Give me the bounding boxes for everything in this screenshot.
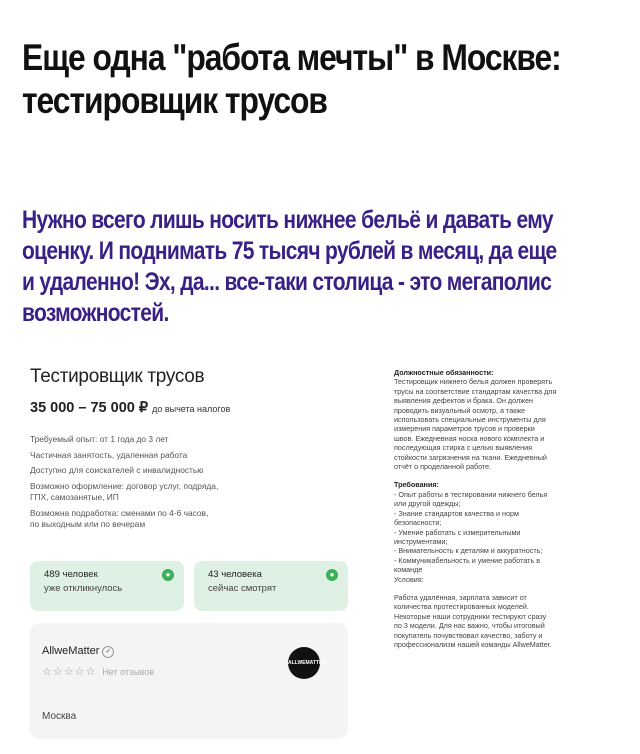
subheadline [22, 205, 610, 329]
detail-parttime: Возможна подработка: сменами по 4-6 часов, [30, 507, 209, 518]
duty-line: проводить визуальный осмотр, а также [394, 405, 526, 415]
requirement-line: или другой одежды; [394, 499, 461, 509]
condition-line: количества протестированных моделей. [394, 602, 529, 612]
requirement-line: - Коммуникабельность и умение работать в [394, 555, 541, 565]
responses-count: 489 человек [44, 568, 98, 580]
requirement-line: безопасности; [394, 518, 442, 528]
headline-line: Еще одна "работа мечты" в Москве: [22, 37, 561, 78]
duty-line: Тестировщик нижнего белья должен проверять [394, 377, 553, 387]
duty-line: швов. Ежедневная носка нового комплекта и [394, 433, 545, 443]
employer-city: Москва [42, 710, 77, 722]
employer-logo: ALLWEMATTER [288, 647, 320, 679]
viewers-count: 43 человека [208, 568, 262, 580]
requirement-line: - Внимательность к деталям и аккуратность; [394, 546, 543, 556]
requirement-line: - Умение работать с измерительными [394, 527, 521, 537]
detail-employment: Частичная занятость, удаленная работа [30, 449, 188, 460]
employer-name[interactable]: AllweMatter [42, 644, 100, 657]
duty-line: использовать специальные инструменты для [394, 415, 546, 425]
requirements-title: Требования: [394, 480, 439, 490]
subheadline-line: возможностей. [22, 299, 169, 327]
person-icon: ● [162, 569, 174, 581]
salary [30, 400, 348, 416]
requirement-line: - Знание стандартов качества и норм [394, 508, 519, 518]
condition-line: по 3 модели. Для нас важно, чтобы итоговый [394, 621, 545, 631]
employer-name-row[interactable] [42, 645, 114, 658]
duty-line: стойкости загрязнения на ткани. Ежедневный [394, 452, 547, 462]
detail-contract-cont: ГПХ, самозанятые, ИП [30, 492, 119, 502]
conditions-title: Условия: [394, 574, 424, 584]
condition-line: Некоторые наши сотрудники тестируют сразу [394, 611, 547, 621]
subheadline-line: и удаленно! Эх, да... все-таки столица - это мегаполис [22, 268, 552, 296]
requirement-line: инструментами; [394, 536, 448, 546]
counters [30, 561, 348, 611]
viewers-counter [194, 561, 348, 611]
detail-experience: Требуемый опыт: от 1 года до 3 лет [30, 434, 169, 444]
duty-line: трусы на соответствие стандартам качества для [394, 386, 557, 396]
requirement-line: - Опыт работы в тестировании нижнего белья [394, 489, 548, 499]
subheadline-line: оценку. И поднимать 75 тысяч рублей в месяц, да еще [22, 237, 557, 265]
rating [42, 665, 154, 678]
vacancy-title: Тестировщик трусов [30, 366, 205, 387]
condition-line: покупатель почувствовал качество, заботу и [394, 630, 543, 640]
reviews-count: Нет отзывов [102, 666, 155, 677]
detail-contract: Возможно оформление: договор услуг, подряда, [30, 480, 219, 491]
star-rating-icon: ☆☆☆☆☆ [42, 665, 97, 678]
vacancy-card [30, 366, 348, 739]
detail-accessibility: Доступно для соискателей с инвалидностью [30, 465, 204, 475]
employer-card[interactable] [30, 623, 348, 739]
condition-line: профессионализм нашей команды AllweMatter. [394, 639, 552, 649]
salary-range: 35 000 – 75 000 ₽ [30, 400, 149, 416]
condition-line: Работа удалённая, зарплата зависит от [394, 592, 527, 602]
headline-line: тестировщик трусов [22, 80, 327, 121]
responses-counter [30, 561, 184, 611]
job-description [394, 368, 630, 649]
duty-line: выявления дефектов и брака. Он должен [394, 396, 533, 406]
duty-line: отчёт о проделанной работе. [394, 462, 492, 472]
headline [22, 36, 624, 122]
subheadline-line: Нужно всего лишь носить нижнее бельё и давать ему [22, 206, 553, 234]
duties-title: Должностные обязанности: [394, 368, 494, 377]
verified-icon: ✓ [102, 646, 114, 658]
viewers-caption: сейчас смотрят [208, 582, 277, 594]
detail-parttime-cont: по выходным или по вечерам [30, 519, 146, 529]
duty-line: измерения параметров трусов и проверки [394, 424, 535, 434]
eye-icon: ● [326, 569, 338, 581]
duty-line: последующая стирка с целью выявления [394, 443, 532, 453]
responses-caption: уже откликнулось [44, 582, 123, 594]
requirement-line: команде [394, 565, 423, 575]
salary-note: до вычета налогов [152, 404, 231, 414]
